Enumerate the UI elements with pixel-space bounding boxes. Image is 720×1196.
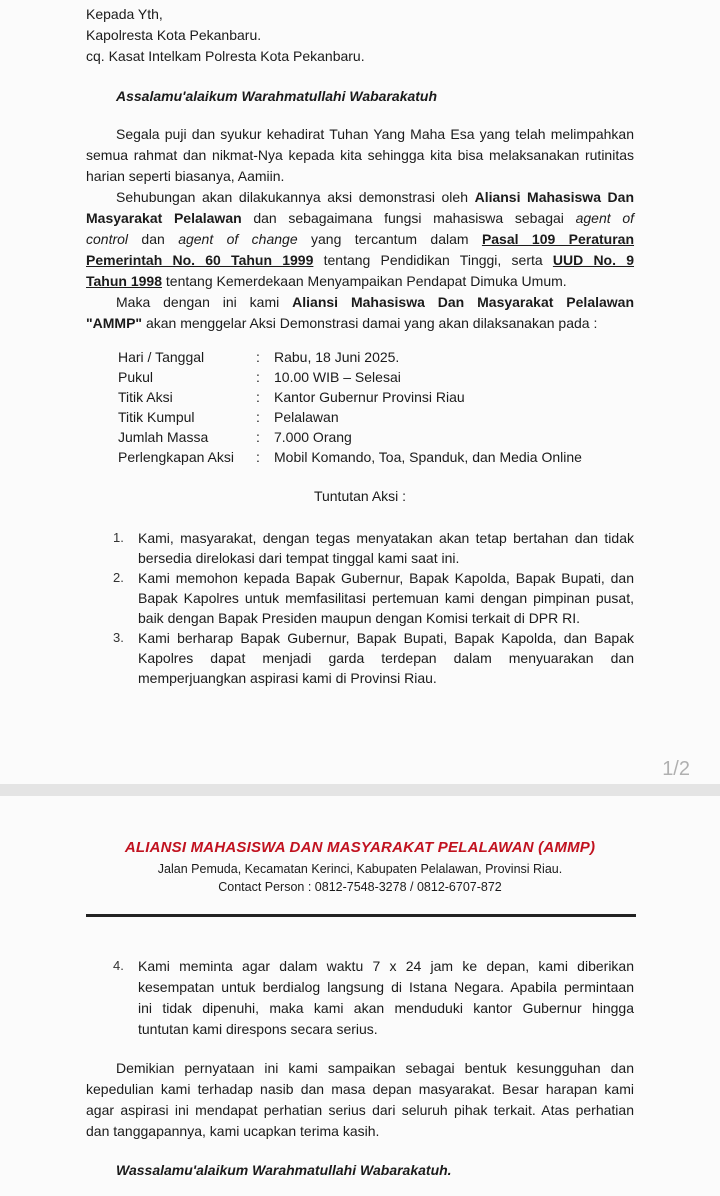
closing-line-1: Demikian pernyataan ini kami sampaikan sebagai bentuk kesungguhan dan: [116, 1060, 634, 1076]
page-indicator: 1/2: [662, 758, 690, 780]
demand-3-line-1: Kami berharap Bapak Gubernur, Bapak Bupati, Bapak Kapolda, dan Bapak: [138, 630, 634, 646]
org-contact: Contact Person : 0812-7548-3278 / 0812-6707-872: [218, 880, 502, 894]
closing-line-3: agar aspirasi ini mendapat perhatian serius dari seluruh pihak terkait. Atas perhatian: [86, 1102, 634, 1118]
p2-line-2: Masyarakat Pelalawan dan sebagaimana fungsi mahasiswa sebagai agent of: [86, 210, 634, 226]
detail-sep: :: [256, 449, 260, 465]
demand-4-line-4: tuntutan kami direspons secara serius.: [138, 1021, 378, 1037]
p1-line-2: semua rahmat dan nikmat-Nya kepada kita sehingga kita bisa melaksanakan rutinitas: [86, 147, 634, 163]
demand-1-line-1: Kami, masyarakat, dengan tegas menyatakan akan tetap bertahan dan tidak: [138, 530, 634, 546]
demand-3-line-2: Kapolres dapat menjadi garda terdepan dalam menyuarakan dan: [138, 650, 634, 666]
detail-label: Perlengkapan Aksi: [118, 449, 234, 465]
demand-2-line-1: Kami memohon kepada Bapak Gubernur, Bapak Kapolda, Bapak Bupati, dan: [138, 570, 634, 586]
detail-label: Titik Aksi: [118, 389, 173, 405]
p3-line-1: Maka dengan ini kami Aliansi Mahasiswa Dan Masyarakat Pelalawan: [116, 294, 635, 310]
detail-sep: :: [256, 389, 260, 405]
demand-4-line-2: kesempatan untuk berdialog langsung di Istana Negara. Apabila permintaan: [138, 979, 634, 995]
detail-value: Rabu, 18 Juni 2025.: [274, 349, 400, 365]
p1-line-1: Segala puji dan syukur kehadirat Tuhan Yang Maha Esa yang telah melimpahkan: [116, 126, 634, 142]
farewell: Wassalamu'alaikum Warahmatullahi Wabarakatuh.: [116, 1162, 452, 1178]
detail-label: Jumlah Massa: [118, 429, 209, 445]
demand-2-line-2: Bapak Kapolres untuk memfasilitasi pertemuan kami dengan pimpinan pusat,: [138, 590, 634, 606]
recipient-line-3: cq. Kasat Intelkam Polresta Kota Pekanbaru.: [86, 48, 365, 64]
detail-sep: :: [256, 429, 260, 445]
demand-4-line-3: ini tidak dipenuhi, maka kami akan menduduki kantor Gubernur hingga: [138, 1000, 634, 1016]
letter-page-2: [0, 796, 720, 1196]
recipient-line-1: Kepada Yth,: [86, 6, 163, 22]
detail-value: 10.00 WIB – Selesai: [274, 369, 401, 385]
closing-line-2: kepedulian kami terhadap nasib dan masa depan masyarakat. Besar harapan kami: [86, 1081, 634, 1097]
demands-title: Tuntutan Aksi :: [313, 488, 407, 504]
detail-value: Kantor Gubernur Provinsi Riau: [274, 389, 465, 405]
detail-sep: :: [256, 349, 260, 365]
demand-number: 4.: [113, 958, 124, 973]
p2-line-4: Pemerintah No. 60 Tahun 1999 tentang Pendidikan Tinggi, serta UUD No. 9: [86, 252, 635, 268]
detail-value: 7.000 Orang: [274, 429, 352, 445]
p3-line-2: "AMMP" akan menggelar Aksi Demonstrasi damai yang akan dilaksanakan pada :: [86, 315, 598, 331]
detail-label: Hari / Tanggal: [118, 349, 205, 365]
org-address: Jalan Pemuda, Kecamatan Kerinci, Kabupaten Pelalawan, Provinsi Riau.: [157, 862, 563, 876]
detail-sep: :: [256, 369, 260, 385]
salutation: Assalamu'alaikum Warahmatullahi Wabarakatuh: [116, 88, 438, 104]
detail-value: Mobil Komando, Toa, Spanduk, dan Media Online: [274, 449, 582, 465]
page-separator: [0, 784, 720, 796]
p1-line-3: harian seperti biasanya, Aamiin.: [86, 168, 285, 184]
detail-label: Titik Kumpul: [118, 409, 195, 425]
header-divider: [86, 914, 636, 917]
p2-line-1: Sehubungan akan dilakukannya aksi demonstrasi oleh Aliansi Mahasiswa Dan: [116, 189, 635, 205]
demand-1-line-2: bersedia direlokasi dari tempat tinggal kami saat ini.: [138, 550, 460, 566]
demand-number: 3.: [113, 630, 124, 645]
p2-line-3: control dan agent of change yang tercantum dalam Pasal 109 Peraturan: [86, 231, 635, 247]
detail-label: Pukul: [118, 369, 154, 385]
p2-line-5: Tahun 1998 tentang Kemerdekaan Menyampaikan Pendapat Dimuka Umum.: [86, 273, 567, 289]
recipient-line-2: Kapolresta Kota Pekanbaru.: [86, 27, 262, 43]
detail-sep: :: [256, 409, 260, 425]
org-name: ALIANSI MAHASISWA DAN MASYARAKAT PELALAWAN (AMMP): [124, 839, 596, 856]
demand-number: 1.: [113, 530, 124, 545]
demand-2-line-3: baik dengan Bapak Presiden maupun dengan Komisi terkait di DPR RI.: [138, 610, 581, 626]
closing-line-4: dan tanggapannya, kami ucapkan terima kasih.: [86, 1123, 380, 1139]
demand-4-line-1: Kami meminta agar dalam waktu 7 x 24 jam ke depan, kami diberikan: [138, 958, 634, 974]
detail-value: Pelalawan: [274, 409, 339, 425]
demand-3-line-3: memperjuangkan aspirasi kami di Provinsi Riau.: [138, 670, 437, 686]
demand-number: 2.: [113, 570, 124, 585]
